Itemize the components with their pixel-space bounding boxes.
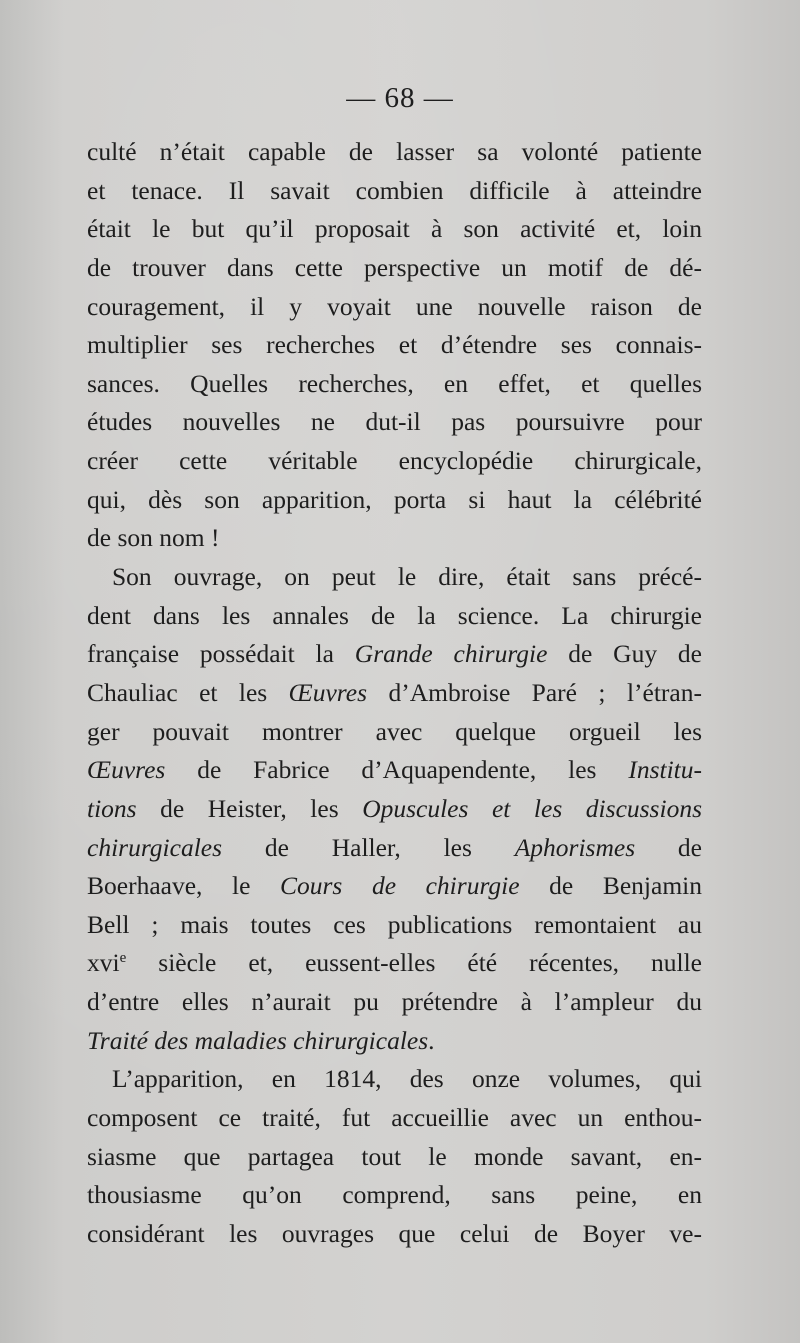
text-line: L’apparition, en 1814, des onze volumes, qui bbox=[112, 1064, 702, 1094]
italic-title: Cours de chirurgie bbox=[280, 871, 520, 901]
text-line: culté n’était capable de lasser sa volonté patiente bbox=[87, 137, 702, 166]
text-line: française possédait la Grande chirurgie de Guy de bbox=[87, 639, 702, 669]
text-line: de son nom ! bbox=[87, 523, 220, 553]
text-line: xvi$^e$ siècle et, eussent-elles été récentes, nulle bbox=[87, 948, 702, 978]
text-line: composent ce traité, fut accueillie avec un enthou- bbox=[87, 1103, 702, 1133]
text-line: multiplier ses recherches et d’étendre ses connais- bbox=[87, 330, 702, 360]
text-line: de trouver dans cette perspective un motif de dé- bbox=[87, 252, 702, 282]
text-line: thousiasme qu’on comprend, sans peine, en bbox=[87, 1180, 702, 1210]
italic-title: Grande chirurgie bbox=[354, 639, 548, 669]
text-line: Bell ; mais toutes ces publications remontaient au bbox=[87, 909, 702, 939]
body-text bbox=[87, 133, 702, 1254]
superscript: e bbox=[119, 950, 127, 967]
text-line: chirurgicales de Haller, les Aphorismes de bbox=[87, 832, 702, 862]
italic-title: Opuscules et les discussions bbox=[362, 793, 702, 823]
text-line: Traité des maladies chirurgicales. bbox=[87, 1025, 435, 1055]
text-line: couragement, il y voyait une nouvelle raison de bbox=[87, 291, 702, 321]
text-line: dent dans les annales de la science. La chirurgie bbox=[87, 600, 702, 630]
italic-title: Œuvres bbox=[87, 755, 166, 785]
text-line: était le but qu’il proposait à son activité et, loin bbox=[87, 214, 702, 244]
text-line: sances. Quelles recherches, en effet, et quelles bbox=[87, 368, 702, 398]
text-line: Chauliac et les Œuvres d’Ambroise Paré ; l’étran- bbox=[87, 677, 702, 707]
italic-title: tions bbox=[87, 793, 137, 823]
text-line: Œuvres de Fabrice d’Aquapendente, les Institu- bbox=[87, 755, 702, 785]
italic-title: Traité des maladies chirurgicales bbox=[87, 1025, 429, 1055]
italic-title: Aphorismes bbox=[514, 832, 636, 862]
text-line: créer cette véritable encyclopédie chirurgicale, bbox=[87, 446, 702, 476]
text-line: considérant les ouvrages que celui de Boyer ve- bbox=[87, 1218, 702, 1248]
text-line: études nouvelles ne dut-il pas poursuivre pour bbox=[87, 407, 702, 437]
italic-title: chirurgicales bbox=[87, 832, 223, 862]
text-line: tions de Heister, les Opuscules et les discussions bbox=[87, 793, 702, 823]
text-line: et tenace. Il savait combien difficile à atteindre bbox=[87, 175, 702, 205]
text-line: qui, dès son apparition, porta si haut la célébrité bbox=[87, 484, 702, 514]
italic-title: Institu- bbox=[628, 755, 702, 785]
italic-title: Œuvres bbox=[288, 677, 368, 707]
text-line: siasme que partagea tout le monde savant, en- bbox=[87, 1141, 702, 1171]
page-number: — 68 — bbox=[346, 82, 454, 114]
text-line: ger pouvait montrer avec quelque orgueil les bbox=[87, 716, 702, 746]
text-line: d’entre elles n’aurait pu prétendre à l’ampleur du bbox=[87, 987, 702, 1017]
text-line: Boerhaave, le Cours de chirurgie de Benjamin bbox=[87, 871, 702, 901]
text-line: Son ouvrage, on peut le dire, était sans précé- bbox=[112, 562, 702, 592]
